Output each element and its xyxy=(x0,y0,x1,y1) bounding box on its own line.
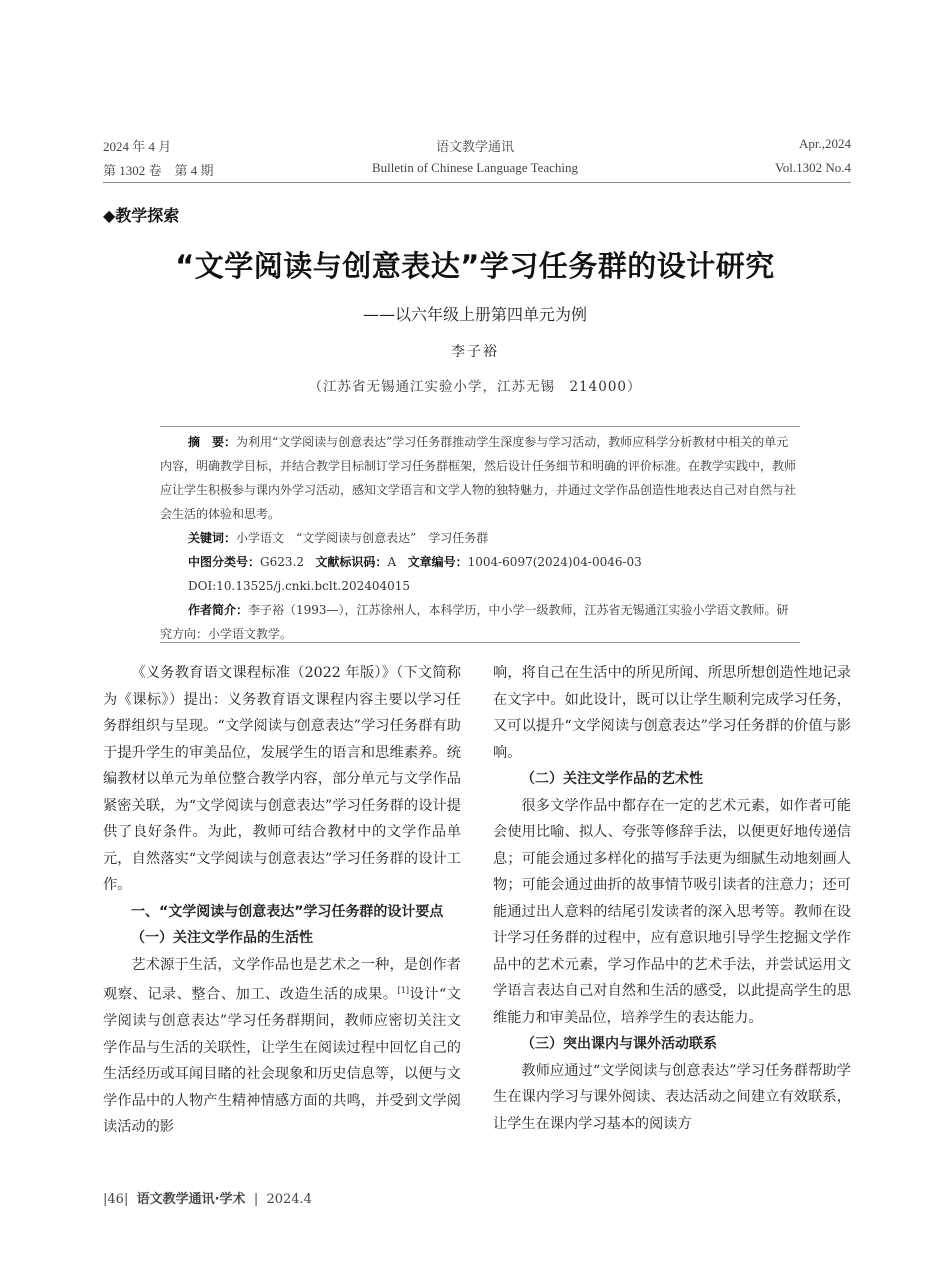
paragraph-text: 设计“文学阅读与创意表达”学习任务群期间，教师应密切关注文学作品与生活的关联性，让学生在阅读过程中回忆自己的生活经历或耳闻目睹的社会现象和历史信息等，以便与文学作品中的人物产生精神情感方面的共鸣，并受到文学阅读活动的影 xyxy=(103,986,461,1136)
paragraph-text: 艺术源于生活，文学作品也是艺术之一种，是创作者观察、记录、整合、加工、改造生活的成果。 xyxy=(103,956,461,1003)
author-bio xyxy=(160,598,800,646)
doi: DOI:10.13525/j.cnki.bclt.202404015 xyxy=(188,579,411,593)
heading-2-3: （三）突出课内与课外活动联系 xyxy=(521,1036,717,1052)
body-paragraph xyxy=(103,952,461,1141)
body-paragraph: 响，将自己在生活中的所见所闻、所思所想创造性地记录在文字中。如此设计，既可以让学生顺利完成学习任务，又可以提升“文学阅读与创意表达”学习任务群的价值与影响。 xyxy=(493,665,851,761)
footer-bar-right: | xyxy=(123,1192,129,1207)
footer-bar-left: | xyxy=(103,1192,108,1207)
author-name: 李子裕 xyxy=(451,344,499,360)
heading-2-2: （二）关注文学作品的艺术性 xyxy=(521,771,703,787)
footer-issue: 2024.4 xyxy=(266,1192,312,1207)
header-journal-en: Bulletin of Chinese Language Teaching xyxy=(371,160,579,175)
body-paragraph: 很多文学作品中都存在一定的艺术元素，如作者可能会使用比喻、拟人、夸张等修辞手法，以便更好地传递信息；可能会通过多样化的描写手法更为细腻生动地刻画人物；可能会通过曲折的故事情节吸引读者的注意力；还可能通过出人意料的结尾引发读者的深入思考等。教师在设计学习任务群的过程中，应有意识地引导学生挖掘文学作品中的艺术元素，学习作品中的艺术手法，并尝试运用文学语言表达自己对自然和生活的感受，以此提高学生的思维能力和审美品位，培养学生的表达能力。 xyxy=(493,797,851,1026)
abstract-label: 摘 要： xyxy=(188,435,237,449)
heading-2-1: （一）关注文学作品的生活性 xyxy=(131,930,313,946)
abstract-top-rule xyxy=(160,426,800,427)
article-value: 1004-6097(2024)04-0046-03 xyxy=(467,555,642,569)
keywords-label: 关键词： xyxy=(188,531,237,545)
article-title: “文学阅读与创意表达”学习任务群的设计研究 xyxy=(175,249,775,283)
section-tag: ◆教学探索 xyxy=(103,206,180,225)
doc-label: 文献标识码： xyxy=(315,555,388,569)
header-volume-cn: 第 1302 卷 第 4 期 xyxy=(103,163,214,178)
abstract-text: 为利用“文学阅读与创意表达”学习任务群推动学生深度参与学习活动，教师应科学分析教材中相关的单元内容，明确教学目标，并结合教学目标制订学习任务群框架，然后设计任务细节和明确的评价标准。在教学实践中，教师应让学生积极参与课内外学习活动，感知文学语言和文学人物的独特魅力，并通过文学作品创造性地表达自己对自然与社会生活的体验和思考。 xyxy=(160,435,797,521)
bio-text: 李子裕（1993—），江苏徐州人，本科学历，中小学一级教师，江苏省无锡通江实验小学语文教师。研究方向：小学语文教学。 xyxy=(160,603,789,641)
reference-marker[interactable]: [1] xyxy=(397,986,409,995)
footer-divider: | xyxy=(253,1192,259,1207)
abstract xyxy=(160,430,800,526)
page-number: 46 xyxy=(107,1192,124,1207)
header-rule xyxy=(103,182,851,183)
abstract-box xyxy=(160,430,800,646)
keywords xyxy=(160,526,800,550)
header-volume-en: Vol.1302 No.4 xyxy=(775,160,851,175)
article-label: 文章编号： xyxy=(407,555,468,569)
doc-value: A xyxy=(387,555,397,569)
header-date-cn: 2024 年 4 月 xyxy=(103,139,172,154)
author-affiliation: （江苏省无锡通江实验小学，江苏无锡 214000） xyxy=(308,379,642,395)
article-subtitle: ——以六年级上册第四单元为例 xyxy=(362,305,587,324)
bio-label: 作者简介： xyxy=(188,603,249,617)
heading-1: 一、“文学阅读与创意表达”学习任务群的设计要点 xyxy=(131,903,444,920)
abstract-bottom-rule xyxy=(160,642,800,643)
classification xyxy=(160,550,800,574)
body-left-column xyxy=(103,660,461,1141)
page-footer xyxy=(103,1188,312,1207)
body-paragraph: 教师应通过“文学阅读与创意表达”学习任务群帮助学生在课内学习与课外阅读、表达活动之间建立有效联系，让学生在课内学习基本的阅读方 xyxy=(493,1062,851,1132)
header-date-en: Apr.,2024 xyxy=(799,136,851,151)
keywords-text: 小学语文 “文学阅读与创意表达” 学习任务群 xyxy=(236,531,489,545)
class-label: 中图分类号： xyxy=(188,555,261,569)
footer-magazine: 语文教学通讯·学术 xyxy=(136,1192,246,1207)
class-value: G623.2 xyxy=(260,555,304,569)
body-right-column xyxy=(493,660,851,1137)
header-journal-cn: 语文教学通讯 xyxy=(435,139,514,154)
body-paragraph: 《义务教育语文课程标准（2022 年版）》（下文简称为《课标》）提出：义务教育语文课程内容主要以学习任务群组织与呈现。“文学阅读与创意表达”学习任务群有助于提升学生的审美品位，发展学生的语言和思维素养。统编教材以单元为单位整合教学内容，部分单元与文学作品紧密关联，为“文学阅读与创意表达”学习任务群的设计提供了良好条件。为此，教师可结合教材中的文学作品单元，自然落实“文学阅读与创意表达”学习任务群的设计工作。 xyxy=(103,665,461,893)
